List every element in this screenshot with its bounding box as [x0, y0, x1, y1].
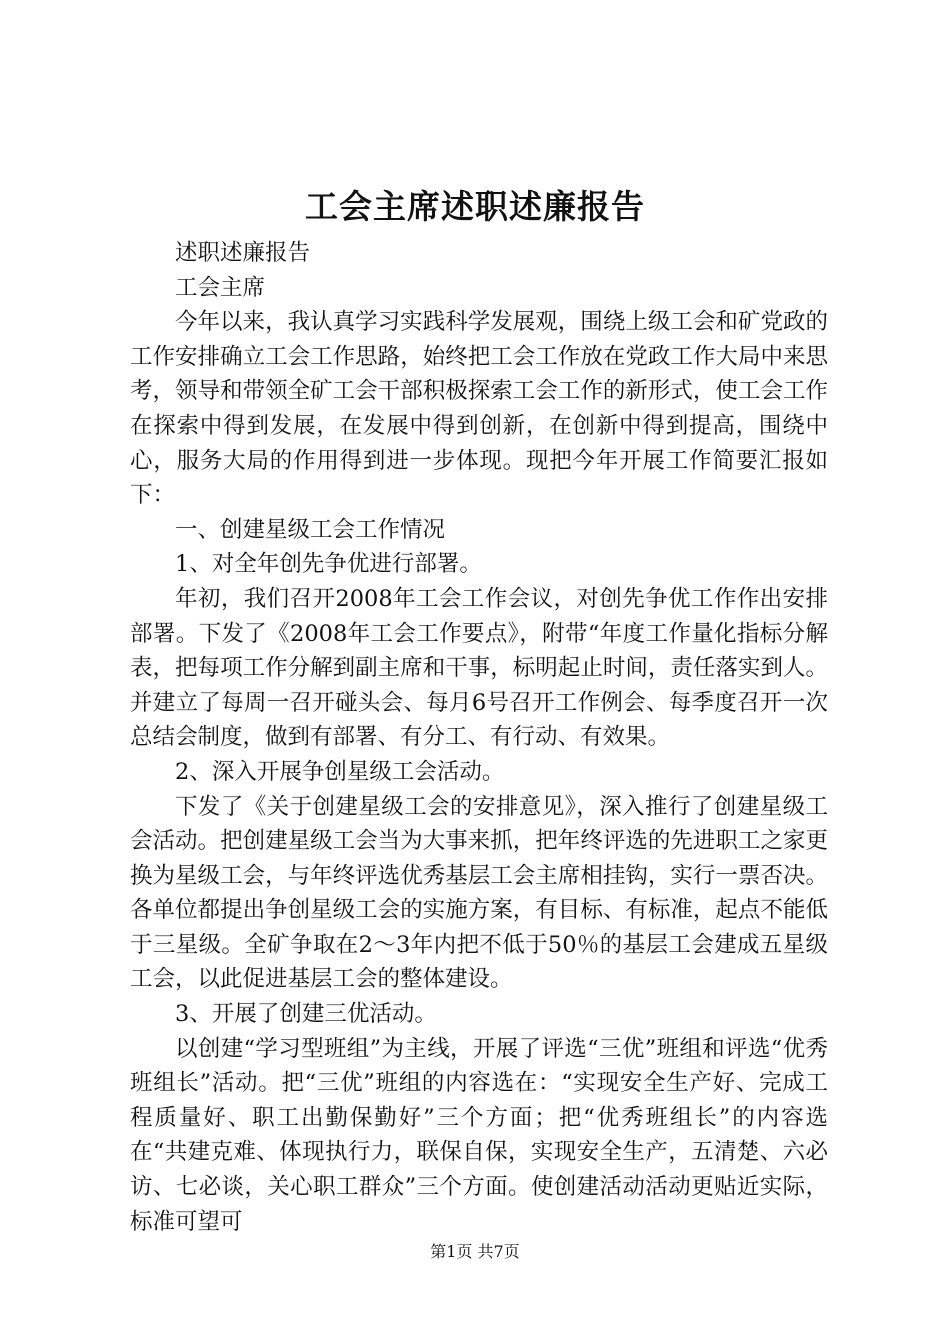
paragraph-introduction: 今年以来，我认真学习实践科学发展观，围绕上级工会和矿党政的工作安排确立工会工作思路，始终把工会工作放在党政工作大局中来思考，领导和带领全矿工会干部积极探索工会工作的新形式，使工会工作在探索中得到发展，在发展中得到创新，在创新中得到提高，围绕中心，服务大局的作用得到进一步体现。现把今年开展工作简要汇报如下：: [130, 309, 828, 509]
paragraph-report-name: 述职述廉报告: [175, 240, 311, 266]
paragraph-author-role: 工会主席: [175, 274, 266, 301]
paragraph-three-excellence: 以创建“学习型班组”为主线，开展了评选“三优”班组和评选“优秀班组长”活动。把“三优”班组的内容选在：“实现安全生产好、完成工程质量好、职工出勤保勤好”三个方面；把“优秀班组长”的内容选在“共建克难、体现执行力，联保自保，实现安全生产，五清楚、六必访、七必谈，关心职工群众”三个方面。使创建活动活动更贴近实际，标准可望可: [130, 1035, 828, 1235]
subsection-heading-1: 1、对全年创先争优进行部署。: [175, 551, 482, 578]
paragraph-deployment: 年初，我们召开2008年工会工作会议，对创先争优工作作出安排部署。下发了《2008年工会工作要点》，附带“年度工作量化指标分解表，把每项工作分解到副主席和干事，标明起止时间，责任落实到人。并建立了每周一召开碰头会、每月6号召开工作例会、每季度召开一次总结会制度，做到有部署、有分工、有行动、有效果。: [130, 585, 828, 751]
paragraph-star-union: 下发了《关于创建星级工会的安排意见》，深入推行了创建星级工会活动。把创建星级工会当为大事来抓，把年终评选的先进职工之家更换为星级工会，与年终评选优秀基层工会主席相挂钩，实行一票否决。各单位都提出争创星级工会的实施方案，有目标、有标准，起点不能低于三星级。全矿争取在2～3年内把不低于50％的基层工会建成五星级工会，以此促进基层工会的整体建设。: [130, 793, 828, 993]
document-title: 工会主席述职述廉报告: [305, 187, 645, 226]
document-body: [130, 236, 828, 1239]
section-heading-1: 一、创建星级工会工作情况: [175, 516, 446, 543]
page-number-footer: 第1页 共7页: [430, 1242, 520, 1261]
subsection-heading-2: 2、深入开展争创星级工会活动。: [175, 758, 505, 785]
subsection-heading-3: 3、开展了创建三优活动。: [175, 1001, 437, 1028]
